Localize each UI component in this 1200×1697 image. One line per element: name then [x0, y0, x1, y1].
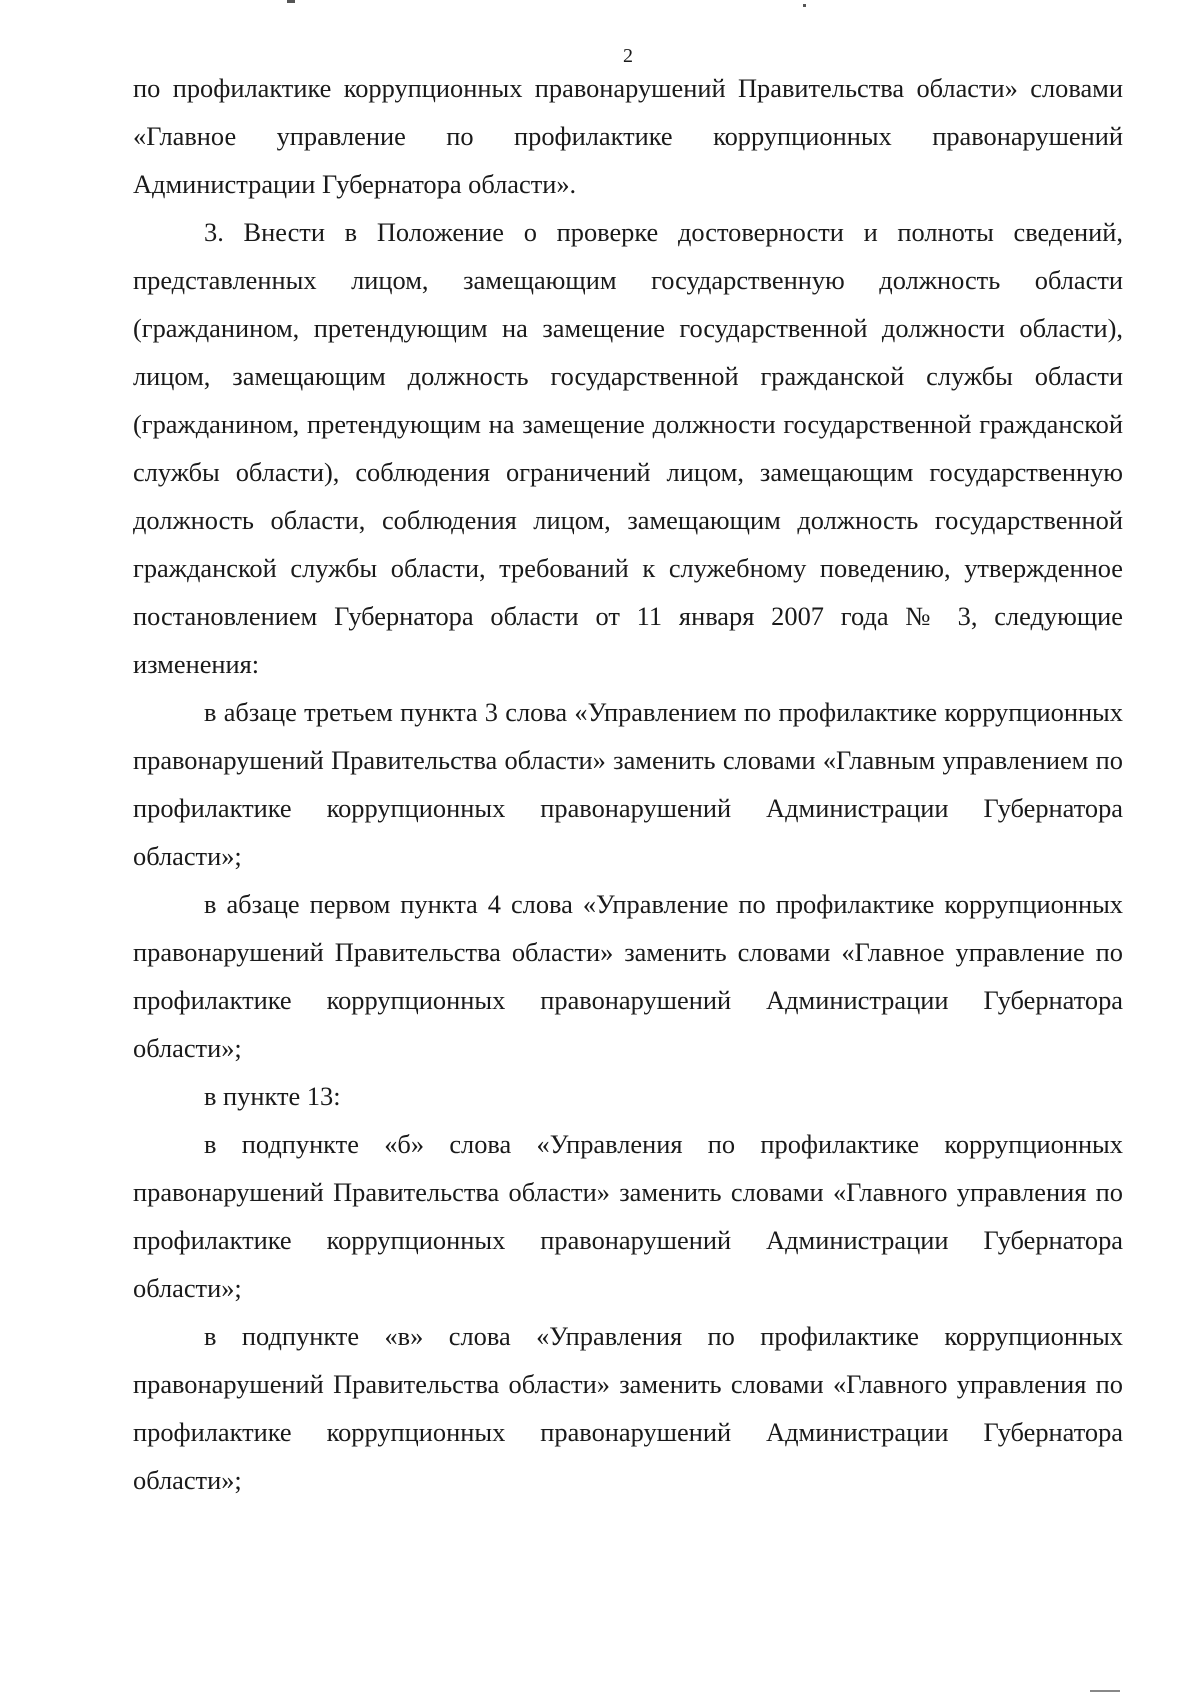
document-body — [133, 64, 1123, 1504]
paragraph-subpoint-v-change: в подпункте «в» слова «Управления по профилактике коррупционных правонарушений Правительства области» заменить словами «Главного управления по профилактике коррупционных правонарушений Администрации Губернатора области»; — [133, 1321, 1123, 1495]
page-number: 2 — [623, 45, 633, 67]
paragraph-point-4-change: в абзаце первом пункта 4 слова «Управление по профилактике коррупционных правонарушений Правительства области» заменить словами «Главное управление по профилактике коррупционных правонарушений Администрации Губернатора области»; — [133, 889, 1123, 1063]
scan-artifact — [287, 0, 295, 3]
paragraph-item-3: 3. Внести в Положение о проверке достоверности и полноты сведений, представленных лицом, замещающим государственную должность области (гражданином, претендующим на замещение государственной должности области), лицом, замещающим должность государственной гражданской службы области (гражданином, претендующим на замещение должности государственной гражданской службы области), соблюдения ограничений лицом, замещающим государственную должность области, соблюдения лицом, замещающим должность государственной гражданской службы области, требований к служебному поведению, утвержденное постановлением Губернатора области от 11 января 2007 года № 3, следующие изменения: — [133, 217, 1123, 679]
paragraph-continuation: по профилактике коррупционных правонарушений Правительства области» словами «Главное управление по профилактике коррупционных правонарушений Администрации Губернатора области». — [133, 73, 1123, 199]
paragraph-point-13-heading: в пункте 13: — [204, 1081, 341, 1111]
paragraph-point-3-change: в абзаце третьем пункта 3 слова «Управлением по профилактике коррупционных правонарушений Правительства области» заменить словами «Главным управлением по профилактике коррупционных правонарушений Администрации Губернатора области»; — [133, 697, 1123, 871]
scan-artifact — [1090, 1690, 1120, 1692]
scan-artifact — [803, 4, 806, 7]
paragraph-subpoint-b-change: в подпункте «б» слова «Управления по профилактике коррупционных правонарушений Правительства области» заменить словами «Главного управления по профилактике коррупционных правонарушений Администрации Губернатора области»; — [133, 1129, 1123, 1303]
